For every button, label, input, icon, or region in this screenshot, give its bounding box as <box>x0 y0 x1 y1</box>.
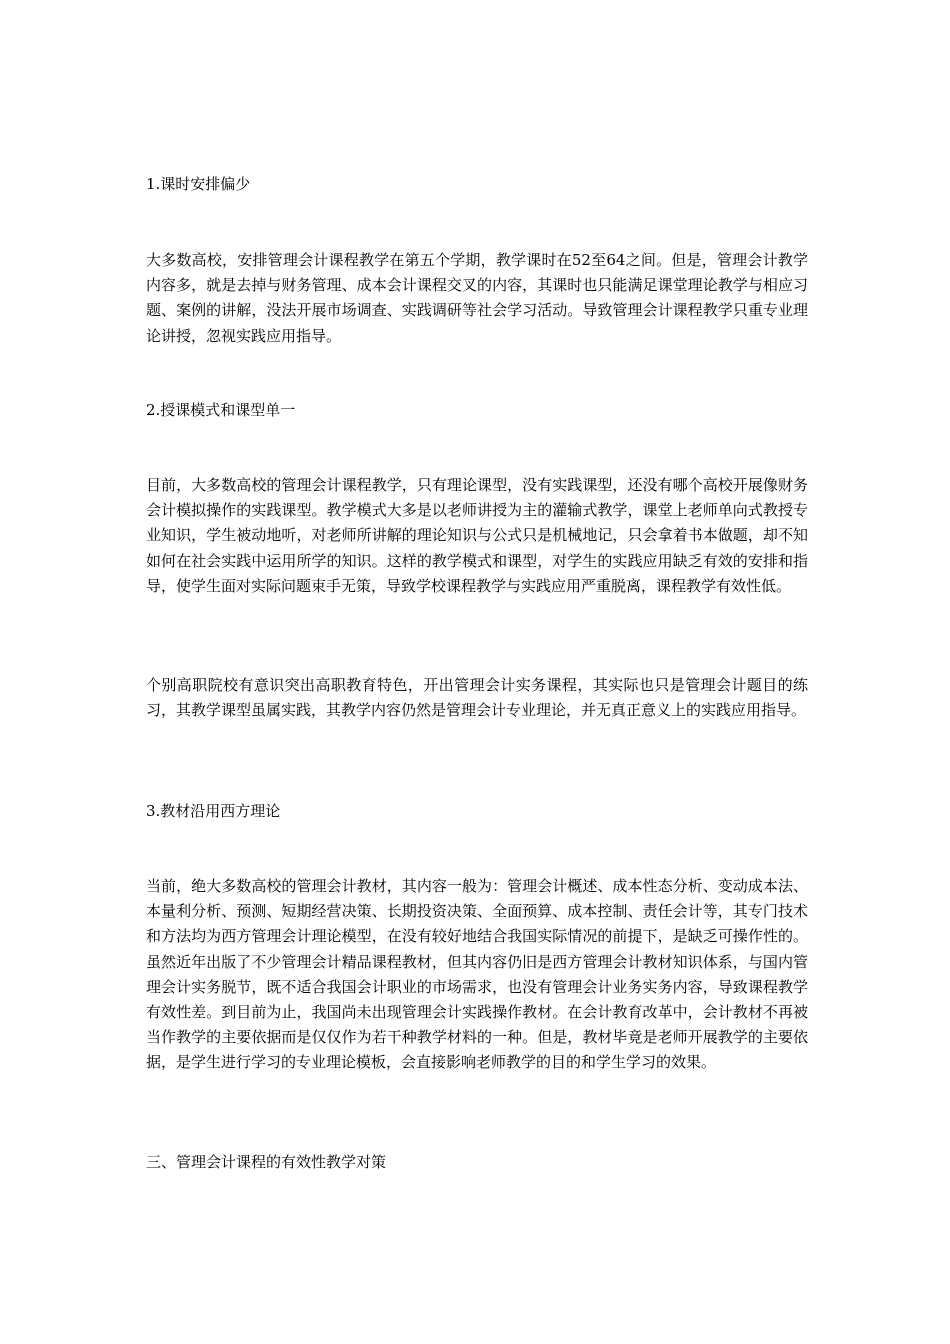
paragraph-class-hours: 大多数高校，安排管理会计课程教学在第五个学期，教学课时在52至64之间。但是，管理会计教学内容多，就是去掉与财务管理、成本会计课程交叉的内容，其课时也只能满足课堂理论教学与相应习题、案例的讲解，没法开展市场调查、实践调研等社会学习活动。导致管理会计课程教学只重专业理论讲授，忽视实践应用指导。 <box>146 251 808 345</box>
chapter-heading-countermeasures: 三、管理会计课程的有效性教学对策 <box>146 1153 387 1171</box>
paragraph-textbooks: 当前，绝大多数高校的管理会计教材，其内容一般为：管理会计概述、成本性态分析、变动成本法、本量利分析、预测、短期经营决策、长期投资决策、全面预算、成本控制、责任会计等，其专门技术和方法均为西方管理会计理论模型，在没有较好地结合我国实际情况的前提下，是缺乏可操作性的。虽然近年出版了不少管理会计精品课程教材，但其内容仍旧是西方管理会计教材知识体系，与国内管理会计实务脱节，既不适合我国会计职业的市场需求，也没有管理会计业务实务内容，导致课程教学有效性差。到目前为止，我国尚未出现管理会计实践操作教材。在会计教育改革中，会计教材不再被当作教学的主要依据而是仅仅作为若干种教学材料的一种。但是，教材毕竟是老师开展教学的主要依据，是学生进行学习的专业理论模板，会直接影响老师教学的目的和学生学习的效果。 <box>146 877 808 1072</box>
section-heading-teaching-mode: 2.授课模式和课型单一 <box>146 401 296 419</box>
paragraph-teaching-mode: 目前，大多数高校的管理会计课程教学，只有理论课型，没有实践课型，还没有哪个高校开展像财务会计模拟操作的实践课型。教学模式大多是以老师讲授为主的灌输式教学，课堂上老师单向式教授专业知识，学生被动地听，对老师所讲解的理论知识与公式只是机械地记，只会拿着书本做题，却不知如何在社会实践中运用所学的知识。这样的教学模式和课型，对学生的实践应用缺乏有效的安排和指导，使学生面对实际问题束手无策，导致学校课程教学与实践应用严重脱离，课程教学有效性低。 <box>146 476 808 595</box>
section-heading-class-hours: 1.课时安排偏少 <box>146 175 251 193</box>
paragraph-vocational-colleges: 个别高职院校有意识突出高职教育特色，开出管理会计实务课程，其实际也只是管理会计题目的练习，其教学课型虽属实践，其教学内容仍然是管理会计专业理论，并无真正意义上的实践应用指导。 <box>146 676 808 720</box>
section-heading-textbooks: 3.教材沿用西方理论 <box>146 802 281 820</box>
